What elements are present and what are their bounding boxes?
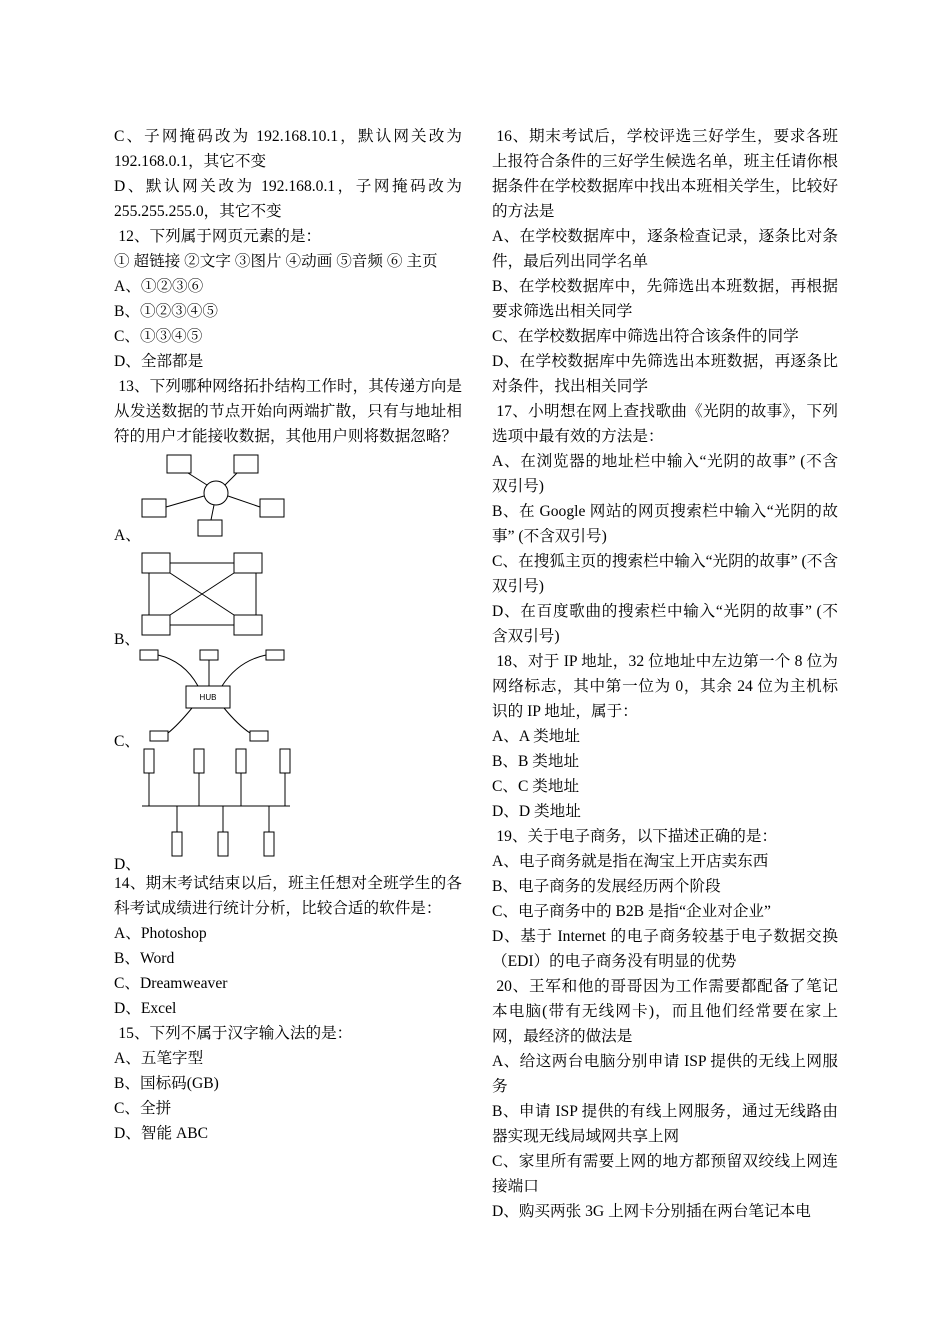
q20-stem: 20、王军和他的哥哥因为工作需要都配备了笔记本电脑(带有无线网卡)，而且他们经常要在家上网，最经济的做法是: [492, 978, 838, 1045]
q12-stem: 12、下列属于网页元素的是：: [118, 228, 322, 245]
q15-stem: 15、下列不属于汉字输入法的是：: [118, 1025, 353, 1042]
q16-option-b: B、在学校数据库中，先筛选出本班数据，再根据要求筛选出相关同学: [492, 278, 838, 320]
q15-option-a: A、五笔字型: [114, 1050, 204, 1067]
q18-option-d: D、D 类地址: [492, 803, 581, 820]
q13-option-c-label: C、: [114, 733, 140, 750]
q13-option-b-label: B、: [114, 631, 140, 648]
q13-option-d-label: D、: [114, 856, 141, 873]
q18-stem: 18、对于 IP 地址，32 位地址中左边第一个 8 位为网络标志，其中第一位为 0，其余 24 位为主机标识的 IP 地址，属于：: [492, 653, 838, 720]
q16-option-d: D、在学校数据库中先筛选出本班数据，再逐条比对条件，找出相关同学: [492, 353, 838, 395]
q16-option-a: A、在学校数据库中，逐条检查记录，逐条比对条件，最后列出同学名单: [492, 228, 838, 270]
q15-option-d: D、智能 ABC: [114, 1125, 209, 1142]
q13-figures: [114, 449, 462, 871]
q11-option-d: D、默认网关改为 192.168.0.1，子网掩码改为 255.255.255.0，其它不变: [114, 178, 462, 220]
q14-option-a: A、Photoshop: [114, 925, 207, 942]
q19-option-d: D、基于 Internet 的电子商务较基于电子数据交换（EDI）的电子商务没有明显的优势: [492, 928, 838, 970]
star-topology-diagram: [142, 455, 284, 536]
bus-topology-diagram: [142, 749, 290, 856]
q17-option-b: B、在 Google 网站的网页搜索栏中输入“光阴的故事” (不含双引号): [492, 503, 838, 545]
q14-stem: 14、期末考试结束以后，班主任想对全班学生的各科考试成绩进行统计分析，比较合适的软件是：: [114, 875, 462, 917]
q12-items: ① 超链接 ②文字 ③图片 ④动画 ⑤音频 ⑥ 主页: [114, 253, 438, 270]
q18-option-a: A、A 类地址: [492, 728, 580, 745]
q14-option-c: C、Dreamweaver: [114, 975, 228, 992]
q12-option-a: A、①②③⑥: [114, 278, 204, 295]
topology-diagrams: [114, 449, 462, 871]
q15-option-b: B、国标码(GB): [114, 1075, 219, 1092]
q20-option-a: A、给这两台电脑分别申请 ISP 提供的无线上网服务: [492, 1053, 838, 1095]
q19-option-a: A、电子商务就是指在淘宝上开店卖东西: [492, 853, 769, 870]
q19-option-c: C、电子商务中的 B2B 是指“企业对企业”: [492, 903, 771, 920]
q17-option-d: D、在百度歌曲的搜索栏中输入“光阴的故事” (不含双引号): [492, 603, 838, 645]
q15-option-c: C、全拼: [114, 1100, 172, 1117]
q17-option-c: C、在搜狐主页的搜索栏中输入“光阴的故事” (不含双引号): [492, 553, 838, 595]
q18-option-b: B、B 类地址: [492, 753, 580, 770]
q12-option-b: B、①②③④⑤: [114, 303, 218, 320]
q14-option-b: B、Word: [114, 950, 175, 967]
hub-label: HUB: [199, 693, 217, 702]
q12-option-d: D、全部都是: [114, 353, 204, 370]
q13-stem: 13、下列哪种网络拓扑结构工作时，其传递方向是从发送数据的节点开始向两端扩散，只有与地址相符的用户才能接收数据，其他用户则将数据忽略？: [114, 378, 462, 445]
q20-option-b: B、申请 ISP 提供的有线上网服务，通过无线路由器实现无线局域网共享上网: [492, 1103, 838, 1145]
q19-option-b: B、电子商务的发展经历两个阶段: [492, 878, 721, 895]
q13-option-a-label: A、: [114, 527, 141, 544]
q17-option-a: A、在浏览器的地址栏中输入“光阴的故事” (不含双引号): [492, 453, 838, 495]
q17-stem: 17、小明想在网上查找歌曲《光阴的故事》，下列选项中最有效的方法是：: [492, 403, 838, 445]
q20-option-d: D、购买两张 3G 上网卡分别插在两台笔记本电: [492, 1203, 811, 1220]
q12-option-c: C、①③④⑤: [114, 328, 203, 345]
q11-option-c: C、子网掩码改为 192.168.10.1，默认网关改为 192.168.0.1，其它不变: [114, 128, 462, 170]
right-column: [492, 124, 838, 1224]
q16-option-c: C、在学校数据库中筛选出符合该条件的同学: [492, 328, 799, 345]
mesh-topology-diagram: [142, 553, 262, 635]
q14-option-d: D、Excel: [114, 1000, 177, 1017]
q20-option-c: C、家里所有需要上网的地方都预留双绞线上网连接端口: [492, 1153, 838, 1195]
q19-stem: 19、关于电子商务，以下描述正确的是：: [496, 828, 778, 845]
q18-option-c: C、C 类地址: [492, 778, 580, 795]
q16-stem: 16、期末考试后，学校评选三好学生，要求各班上报符合条件的三好学生候选名单，班主任请你根据条件在学校数据库中找出本班相关学生，比较好的方法是: [492, 128, 838, 220]
left-column: [114, 124, 462, 1146]
